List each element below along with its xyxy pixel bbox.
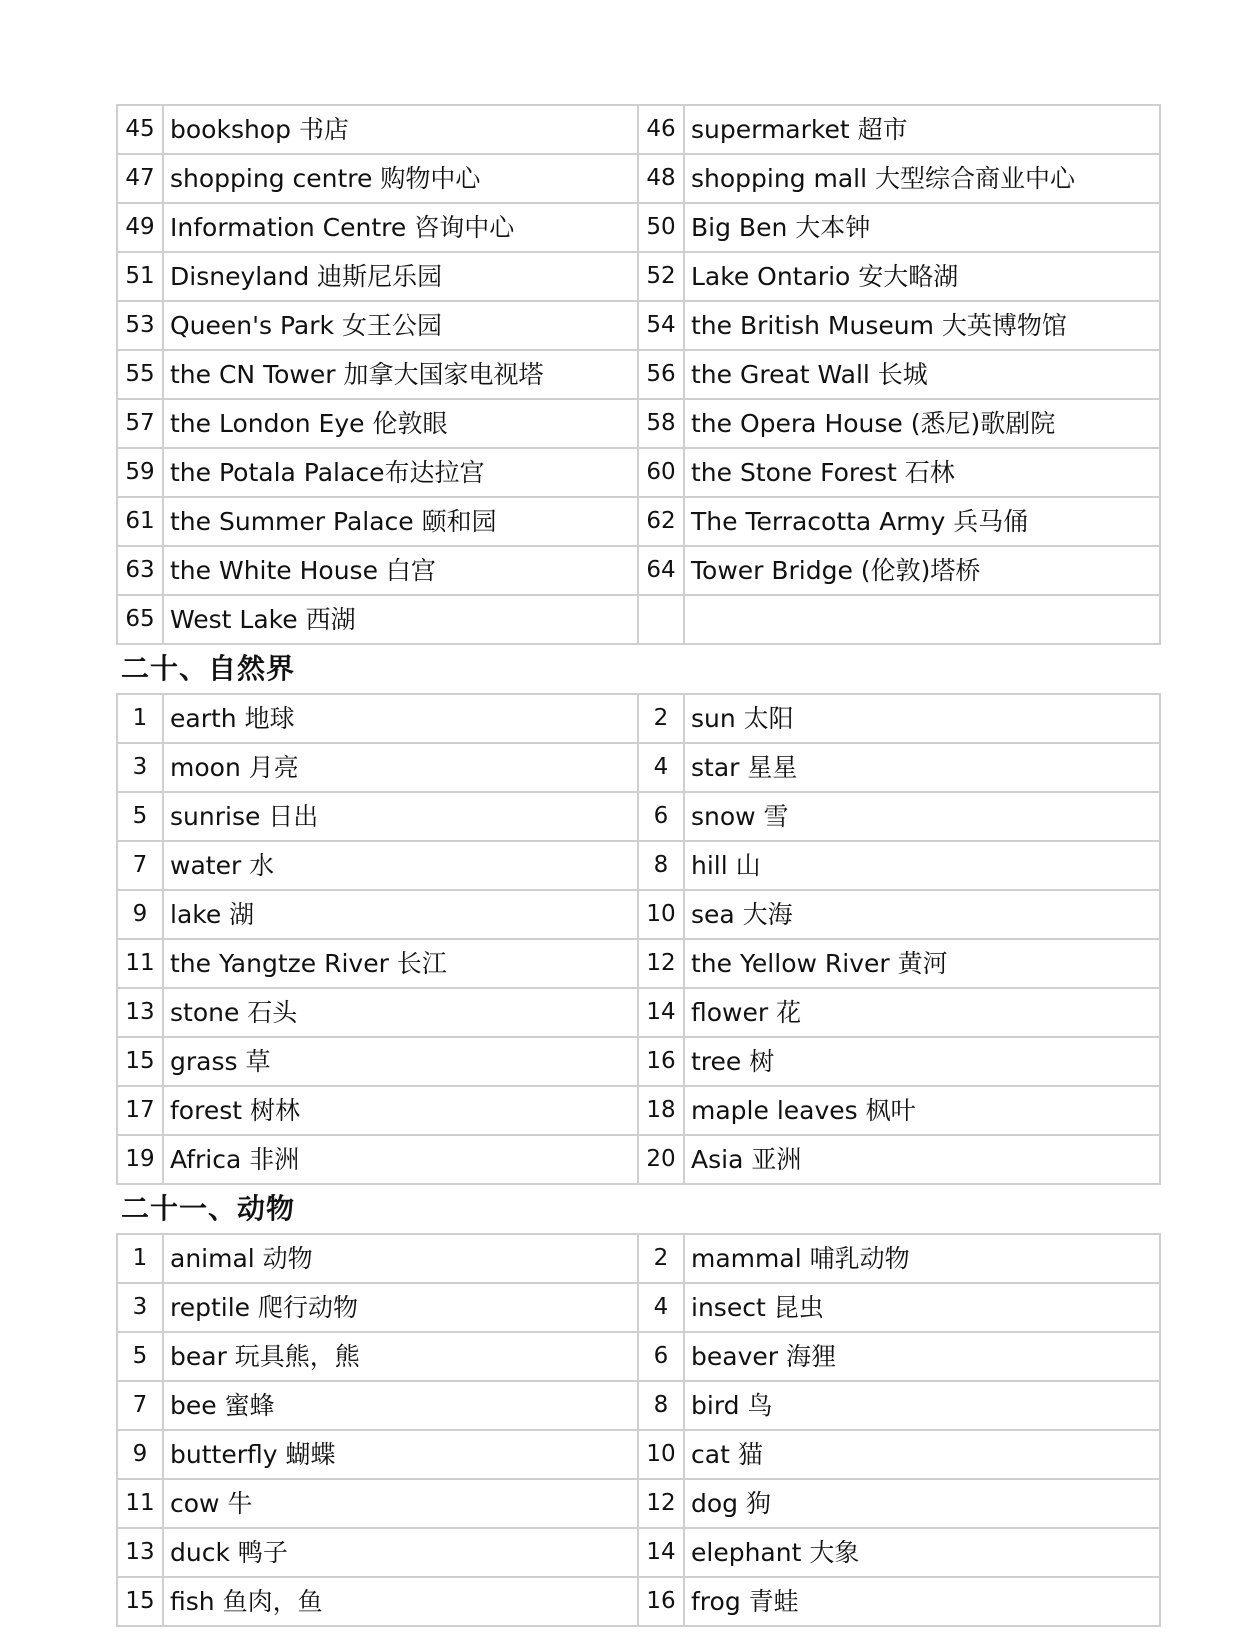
- section-heading-row: [117, 1184, 1160, 1234]
- entry-term-right: mammal 哺乳动物: [684, 1234, 1160, 1283]
- entry-term-left: earth 地球: [163, 694, 638, 743]
- table-row: [117, 350, 1160, 399]
- entry-number-right: 62: [638, 497, 684, 546]
- section-heading: 二十一、动物: [117, 1184, 1160, 1234]
- entry-term-left: grass 草: [163, 1037, 638, 1086]
- entry-number-left: 19: [117, 1135, 163, 1184]
- entry-term-left: Information Centre 咨询中心: [163, 203, 638, 252]
- entry-number-right: 6: [638, 1332, 684, 1381]
- entry-number-right: 6: [638, 792, 684, 841]
- table-row: [117, 1332, 1160, 1381]
- table-row: [117, 546, 1160, 595]
- entry-number-right: 52: [638, 252, 684, 301]
- entry-number-left: 13: [117, 1528, 163, 1577]
- vocabulary-table-body: [117, 105, 1160, 1626]
- entry-number-right: 12: [638, 939, 684, 988]
- entry-term-right: star 星星: [684, 743, 1160, 792]
- entry-term-left: shopping centre 购物中心: [163, 154, 638, 203]
- table-row: [117, 694, 1160, 743]
- entry-number-left: 55: [117, 350, 163, 399]
- table-row: [117, 1283, 1160, 1332]
- entry-number-left: 5: [117, 792, 163, 841]
- table-row: [117, 1234, 1160, 1283]
- entry-number-right: 60: [638, 448, 684, 497]
- entry-number-right: 14: [638, 988, 684, 1037]
- entry-number-left: 9: [117, 1430, 163, 1479]
- table-row: [117, 1577, 1160, 1626]
- entry-number-right: 14: [638, 1528, 684, 1577]
- entry-number-left: 11: [117, 939, 163, 988]
- entry-term-right: the Great Wall 长城: [684, 350, 1160, 399]
- entry-number-right: 16: [638, 1037, 684, 1086]
- entry-number-right: 50: [638, 203, 684, 252]
- entry-term-right: cat 猫: [684, 1430, 1160, 1479]
- entry-term-right: elephant 大象: [684, 1528, 1160, 1577]
- table-row: [117, 154, 1160, 203]
- entry-term-right: shopping mall 大型综合商业中心: [684, 154, 1160, 203]
- entry-term-left: cow 牛: [163, 1479, 638, 1528]
- table-row: [117, 841, 1160, 890]
- entry-term-left: butterfly 蝴蝶: [163, 1430, 638, 1479]
- entry-number-left: 3: [117, 1283, 163, 1332]
- table-row: [117, 1430, 1160, 1479]
- entry-term-right: The Terracotta Army 兵马俑: [684, 497, 1160, 546]
- entry-term-left: Queen's Park 女王公园: [163, 301, 638, 350]
- section-heading-row: [117, 644, 1160, 694]
- entry-term-right: the British Museum 大英博物馆: [684, 301, 1160, 350]
- entry-term-left: bear 玩具熊，熊: [163, 1332, 638, 1381]
- entry-term-right: tree 树: [684, 1037, 1160, 1086]
- entry-term-left: forest 树林: [163, 1086, 638, 1135]
- entry-number-right: 10: [638, 890, 684, 939]
- entry-term-left: reptile 爬行动物: [163, 1283, 638, 1332]
- entry-term-left: Africa 非洲: [163, 1135, 638, 1184]
- entry-term-left: the CN Tower 加拿大国家电视塔: [163, 350, 638, 399]
- entry-number-left: 3: [117, 743, 163, 792]
- entry-term-left: animal 动物: [163, 1234, 638, 1283]
- entry-term-left: the London Eye 伦敦眼: [163, 399, 638, 448]
- entry-number-left: 15: [117, 1037, 163, 1086]
- entry-term-left: West Lake 西湖: [163, 595, 638, 644]
- entry-number-left: 51: [117, 252, 163, 301]
- table-row: [117, 105, 1160, 154]
- entry-number-right: 56: [638, 350, 684, 399]
- entry-term-right: Asia 亚洲: [684, 1135, 1160, 1184]
- entry-number-left: 9: [117, 890, 163, 939]
- entry-number-right: 4: [638, 1283, 684, 1332]
- entry-term-left: the Yangtze River 长江: [163, 939, 638, 988]
- entry-term-right: Tower Bridge (伦敦)塔桥: [684, 546, 1160, 595]
- entry-term-right: dog 狗: [684, 1479, 1160, 1528]
- table-row: [117, 1381, 1160, 1430]
- table-row: [117, 252, 1160, 301]
- table-row: [117, 1528, 1160, 1577]
- entry-term-right: the Stone Forest 石林: [684, 448, 1160, 497]
- table-row: [117, 595, 1160, 644]
- entry-number-right: 20: [638, 1135, 684, 1184]
- entry-term-left: the White House 白宫: [163, 546, 638, 595]
- entry-term-right: Lake Ontario 安大略湖: [684, 252, 1160, 301]
- entry-term-right: the Yellow River 黄河: [684, 939, 1160, 988]
- entry-number-left: 1: [117, 694, 163, 743]
- entry-number-left: 65: [117, 595, 163, 644]
- entry-number-left: 49: [117, 203, 163, 252]
- entry-number-left: 57: [117, 399, 163, 448]
- entry-number-right: 2: [638, 1234, 684, 1283]
- entry-number-right: 54: [638, 301, 684, 350]
- entry-term-right: sea 大海: [684, 890, 1160, 939]
- entry-term-right: frog 青蛙: [684, 1577, 1160, 1626]
- entry-number-right: 18: [638, 1086, 684, 1135]
- entry-term-left: Disneyland 迪斯尼乐园: [163, 252, 638, 301]
- entry-term-right: Big Ben 大本钟: [684, 203, 1160, 252]
- entry-number-left: 61: [117, 497, 163, 546]
- entry-term-right: [684, 595, 1160, 644]
- entry-number-right: 46: [638, 105, 684, 154]
- entry-number-left: 7: [117, 1381, 163, 1430]
- entry-number-right: 8: [638, 841, 684, 890]
- entry-number-left: 53: [117, 301, 163, 350]
- entry-term-left: bookshop 书店: [163, 105, 638, 154]
- entry-number-right: 10: [638, 1430, 684, 1479]
- entry-number-left: 1: [117, 1234, 163, 1283]
- entry-term-left: duck 鸭子: [163, 1528, 638, 1577]
- table-row: [117, 1479, 1160, 1528]
- table-row: [117, 792, 1160, 841]
- entry-term-left: water 水: [163, 841, 638, 890]
- entry-term-left: the Potala Palace布达拉宫: [163, 448, 638, 497]
- vocabulary-table: [116, 104, 1161, 1627]
- entry-number-left: 63: [117, 546, 163, 595]
- entry-number-left: 45: [117, 105, 163, 154]
- entry-term-left: sunrise 日出: [163, 792, 638, 841]
- entry-number-left: 13: [117, 988, 163, 1037]
- entry-number-left: 5: [117, 1332, 163, 1381]
- entry-term-right: bird 鸟: [684, 1381, 1160, 1430]
- table-row: [117, 1135, 1160, 1184]
- table-row: [117, 1086, 1160, 1135]
- entry-term-right: flower 花: [684, 988, 1160, 1037]
- table-row: [117, 1037, 1160, 1086]
- entry-term-right: maple leaves 枫叶: [684, 1086, 1160, 1135]
- table-row: [117, 399, 1160, 448]
- entry-number-left: 47: [117, 154, 163, 203]
- entry-number-left: 17: [117, 1086, 163, 1135]
- entry-term-left: bee 蜜蜂: [163, 1381, 638, 1430]
- entry-term-right: hill 山: [684, 841, 1160, 890]
- table-row: [117, 448, 1160, 497]
- table-row: [117, 988, 1160, 1037]
- table-row: [117, 301, 1160, 350]
- entry-number-right: 48: [638, 154, 684, 203]
- entry-term-right: the Opera House (悉尼)歌剧院: [684, 399, 1160, 448]
- entry-number-right: 8: [638, 1381, 684, 1430]
- entry-term-right: snow 雪: [684, 792, 1160, 841]
- entry-term-right: beaver 海狸: [684, 1332, 1160, 1381]
- table-row: [117, 890, 1160, 939]
- entry-number-left: 11: [117, 1479, 163, 1528]
- entry-number-right: 16: [638, 1577, 684, 1626]
- entry-term-right: sun 太阳: [684, 694, 1160, 743]
- table-row: [117, 743, 1160, 792]
- entry-term-left: fish 鱼肉，鱼: [163, 1577, 638, 1626]
- entry-number-right: 64: [638, 546, 684, 595]
- table-row: [117, 497, 1160, 546]
- table-row: [117, 203, 1160, 252]
- entry-number-right: 4: [638, 743, 684, 792]
- entry-term-left: the Summer Palace 颐和园: [163, 497, 638, 546]
- entry-number-right: 12: [638, 1479, 684, 1528]
- entry-number-left: 59: [117, 448, 163, 497]
- entry-term-left: lake 湖: [163, 890, 638, 939]
- entry-term-left: stone 石头: [163, 988, 638, 1037]
- entry-number-left: 15: [117, 1577, 163, 1626]
- entry-number-right: [638, 595, 684, 644]
- section-heading: 二十、自然界: [117, 644, 1160, 694]
- entry-term-right: supermarket 超市: [684, 105, 1160, 154]
- entry-number-right: 58: [638, 399, 684, 448]
- entry-number-left: 7: [117, 841, 163, 890]
- entry-number-right: 2: [638, 694, 684, 743]
- entry-term-right: insect 昆虫: [684, 1283, 1160, 1332]
- entry-term-left: moon 月亮: [163, 743, 638, 792]
- table-row: [117, 939, 1160, 988]
